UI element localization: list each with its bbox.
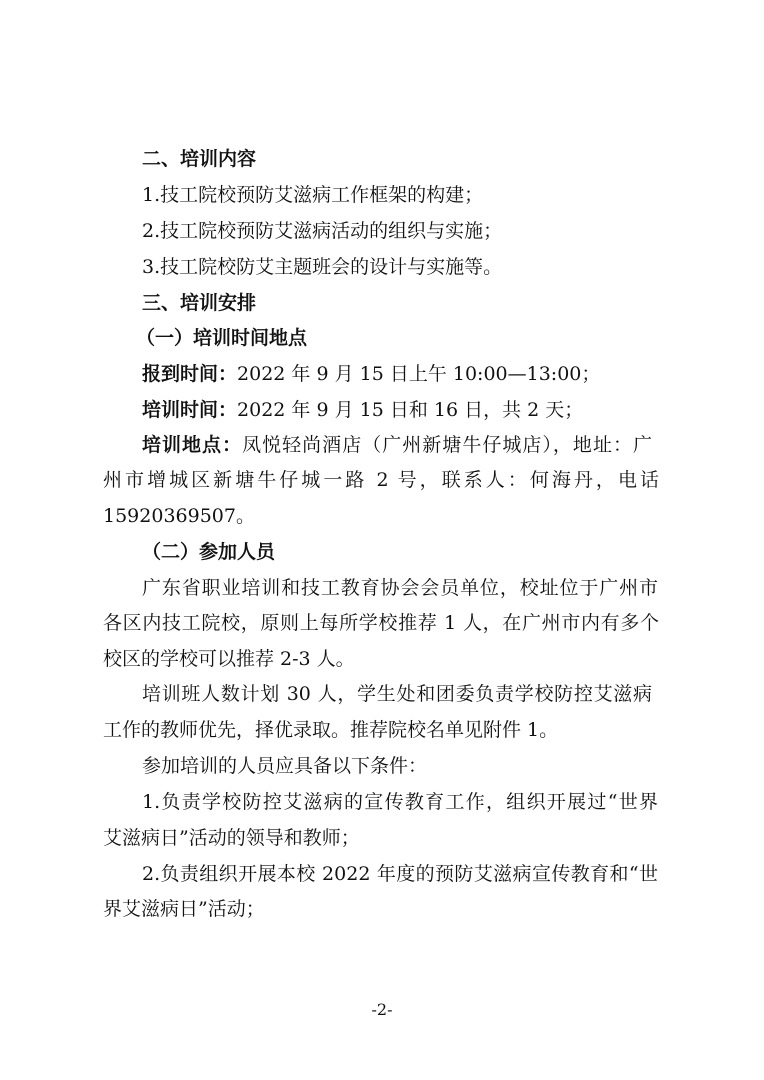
page-number: -2- bbox=[371, 1000, 393, 1019]
content-item-1: 1.技工院校预防艾滋病工作框架的构建； bbox=[142, 184, 484, 206]
registration-time-value: 2022 年 9 月 15 日上午 10:00—13:00； bbox=[237, 363, 601, 385]
content-item-3: 3.技工院校防艾主题班会的设计与实施等。 bbox=[142, 256, 503, 278]
venue-line-3: 15920369507。 bbox=[103, 505, 255, 527]
section-heading-training-content: 二、培训内容 bbox=[142, 148, 257, 170]
training-time-line bbox=[142, 397, 583, 423]
participants-para1-line1: 广东省职业培训和技工教育协会会员单位，校址位于广州市 bbox=[142, 577, 658, 599]
venue-line-2: 州市增城区新塘牛仔城一路 2 号，联系人：何海丹，电话 bbox=[103, 469, 659, 491]
participants-para2-line1: 培训班人数计划 30 人，学生处和团委负责学校防控艾滋病 bbox=[142, 683, 652, 705]
participants-para1-line3: 校区的学校可以推荐 2-3 人。 bbox=[103, 648, 355, 670]
participants-conditions-intro: 参加培训的人员应具备以下条件： bbox=[142, 755, 428, 777]
participants-para1-line2: 各区内技工院校，原则上每所学校推荐 1 人，在广州市内有多个 bbox=[103, 612, 659, 634]
condition-1-line2: 艾滋病日”活动的领导和教师； bbox=[103, 827, 360, 849]
participants-para2-line2: 工作的教师优先，择优录取。推荐院校名单见附件 1。 bbox=[103, 719, 559, 741]
content-item-2: 2.技工院校预防艾滋病活动的组织与实施； bbox=[142, 220, 503, 242]
condition-2-line2: 界艾滋病日”活动； bbox=[103, 898, 265, 920]
section-heading-training-arrangement: 三、培训安排 bbox=[142, 292, 257, 314]
condition-2-line1: 2.负责组织开展本校 2022 年度的预防艾滋病宣传教育和“世 bbox=[142, 863, 658, 885]
venue-line-1 bbox=[142, 432, 652, 458]
training-time-value: 2022 年 9 月 15 日和 16 日，共 2 天； bbox=[237, 399, 584, 421]
registration-time-line bbox=[142, 361, 600, 387]
subsection-heading-participants: （二）参加人员 bbox=[142, 541, 276, 563]
subsection-heading-time-place: （一）培训时间地点 bbox=[136, 327, 308, 349]
venue-text-1: 凤悦轻尚酒店（广州新塘牛仔城店），地址：广 bbox=[242, 434, 652, 456]
venue-label: 培训地点： bbox=[142, 434, 243, 456]
condition-1-line1: 1.负责学校防控艾滋病的宣传教育工作，组织开展过“世界 bbox=[142, 791, 658, 813]
registration-time-label: 报到时间： bbox=[142, 363, 238, 385]
training-time-label: 培训时间： bbox=[142, 399, 238, 421]
